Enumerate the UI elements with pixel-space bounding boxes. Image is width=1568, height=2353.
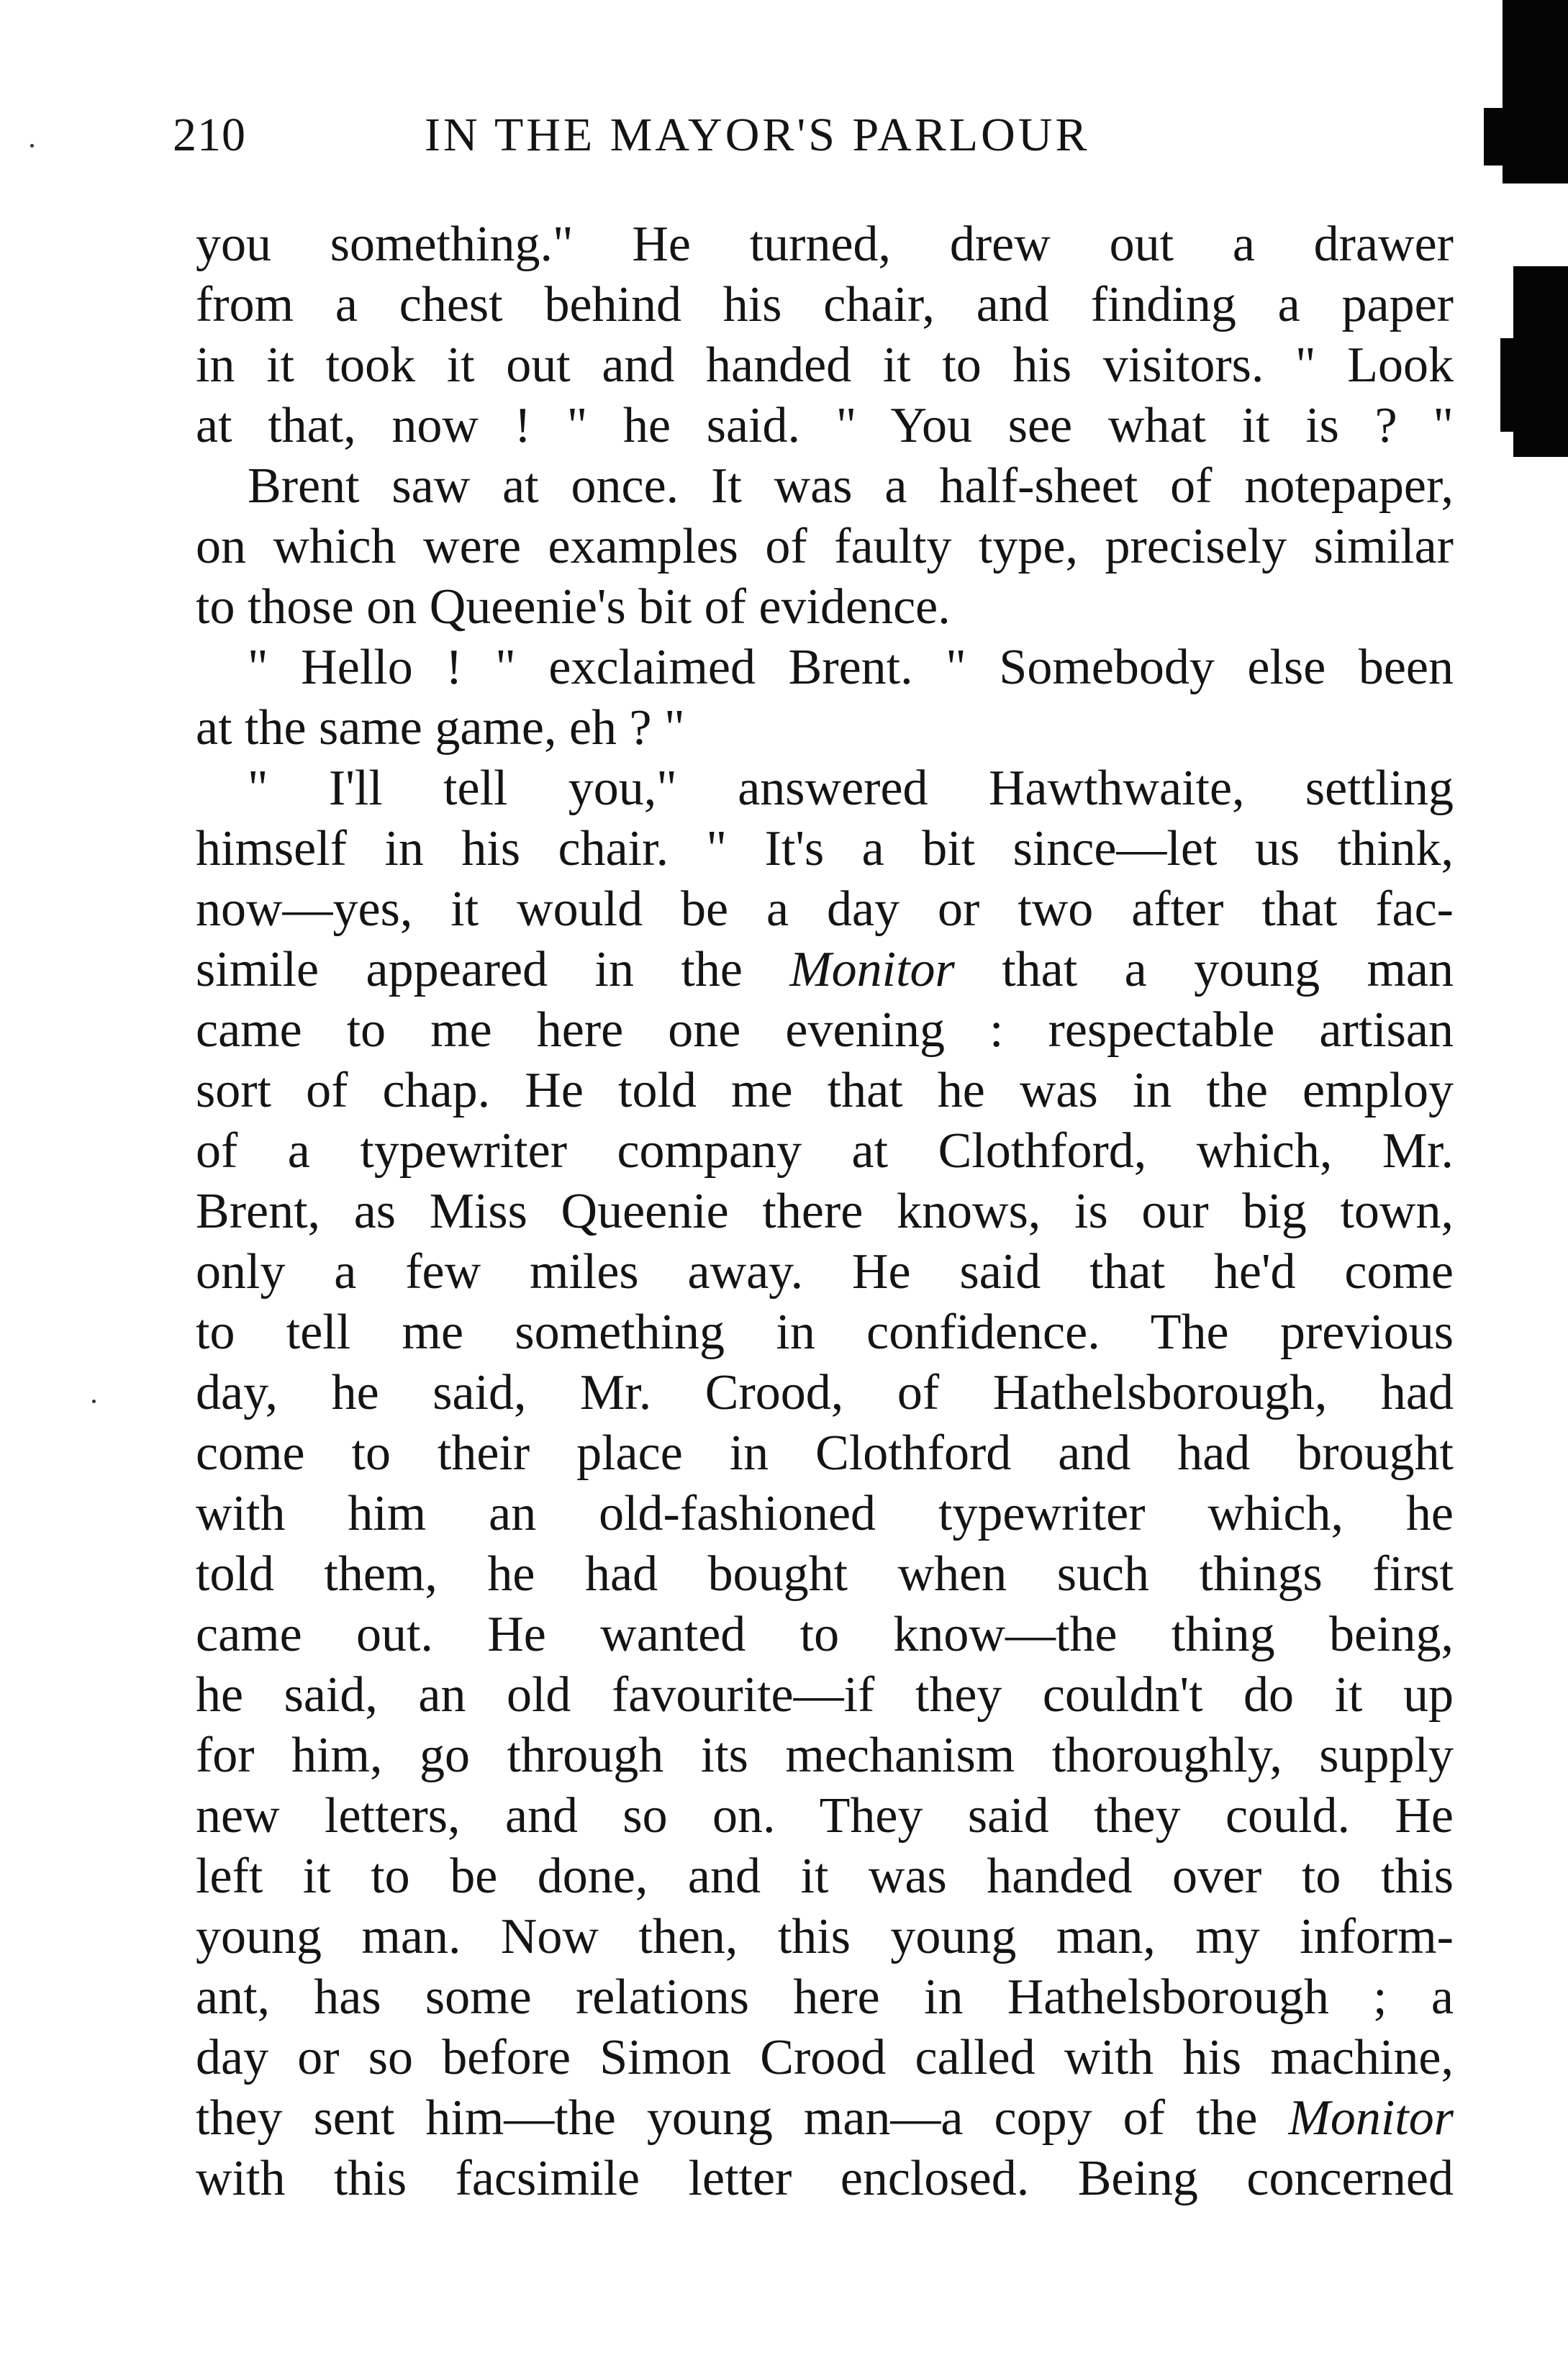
text-line: himself in his chair. " It's a bit since—let us think, xyxy=(196,821,1454,876)
text-line: with him an old-fashioned typewriter which, he xyxy=(196,1486,1454,1541)
text-line: with this facsimile letter enclosed. Being concerned xyxy=(196,2151,1454,2206)
newspaper-title: Monitor xyxy=(789,942,955,997)
text-line: day, he said, Mr. Crood, of Hathelsborough, had xyxy=(196,1365,1454,1420)
text-line: Brent saw at once. It was a half-sheet of notepaper, xyxy=(248,458,1454,514)
text-line: young man. Now then, this young man, my inform- xyxy=(196,1909,1454,1964)
text-line: day or so before Simon Crood called with his machine, xyxy=(196,2030,1454,2085)
text-line: sort of chap. He told me that he was in the employ xyxy=(196,1063,1454,1118)
text-line: told them, he had bought when such things first xyxy=(196,1546,1454,1602)
newspaper-title: Monitor xyxy=(1288,2090,1454,2146)
page-number: 210 xyxy=(173,109,246,161)
text-line: come to their place in Clothford and had brought xyxy=(196,1425,1454,1481)
body-text xyxy=(196,214,1454,2209)
scan-speck xyxy=(92,1400,96,1403)
text-line: new letters, and so on. They said they could. He xyxy=(196,1788,1454,1844)
text-line: " Hello ! " exclaimed Brent. " Somebody else been xyxy=(248,640,1454,695)
scan-speck xyxy=(30,144,34,148)
text-line: at that, now ! " he said. " You see what it is ? " xyxy=(196,398,1454,453)
binding-shadow-notch xyxy=(1484,108,1505,166)
text-line: Brent, as Miss Queenie there knows, is our big town, xyxy=(196,1184,1454,1239)
text-line: at the same game, eh ? " xyxy=(196,700,685,756)
text-fragment: they sent him—the young man—a copy of the xyxy=(196,2090,1258,2146)
text-line-with-italic xyxy=(196,940,1454,1000)
running-head xyxy=(173,108,1454,180)
text-fragment: simile appeared in the xyxy=(196,942,743,997)
binding-shadow-notch-2 xyxy=(1500,338,1516,432)
binding-shadow-top xyxy=(1503,0,1568,183)
text-line: " I'll tell you," answered Hawthwaite, settling xyxy=(248,761,1454,816)
text-line: of a typewriter company at Clothford, which, Mr. xyxy=(196,1123,1454,1179)
binding-shadow-middle xyxy=(1513,266,1568,457)
text-line: on which were examples of faulty type, precisely similar xyxy=(196,519,1454,574)
text-line: came to me here one evening : respectable artisan xyxy=(196,1002,1454,1058)
text-line: now—yes, it would be a day or two after that fac- xyxy=(196,881,1454,937)
text-line: ant, has some relations here in Hathelsborough ; a xyxy=(196,1969,1454,2025)
text-line: came out. He wanted to know—the thing being, xyxy=(196,1607,1454,1662)
text-line: you something." He turned, drew out a drawer xyxy=(196,217,1454,272)
text-line: left it to be done, and it was handed over to this xyxy=(196,1849,1454,1904)
text-line: from a chest behind his chair, and finding a paper xyxy=(196,277,1454,332)
text-line: he said, an old favourite—if they couldn't do it up xyxy=(196,1667,1454,1723)
text-line: only a few miles away. He said that he'd come xyxy=(196,1244,1454,1300)
text-line-with-italic xyxy=(196,2088,1454,2149)
text-line: to tell me something in confidence. The previous xyxy=(196,1305,1454,1360)
text-line: in it took it out and handed it to his visitors. " Look xyxy=(196,337,1454,393)
text-line: to those on Queenie's bit of evidence. xyxy=(196,579,951,635)
running-title: IN THE MAYOR'S PARLOUR xyxy=(425,109,1090,161)
text-fragment: that a young man xyxy=(1002,942,1454,997)
text-line: for him, go through its mechanism thoroughly, supply xyxy=(196,1728,1454,1783)
